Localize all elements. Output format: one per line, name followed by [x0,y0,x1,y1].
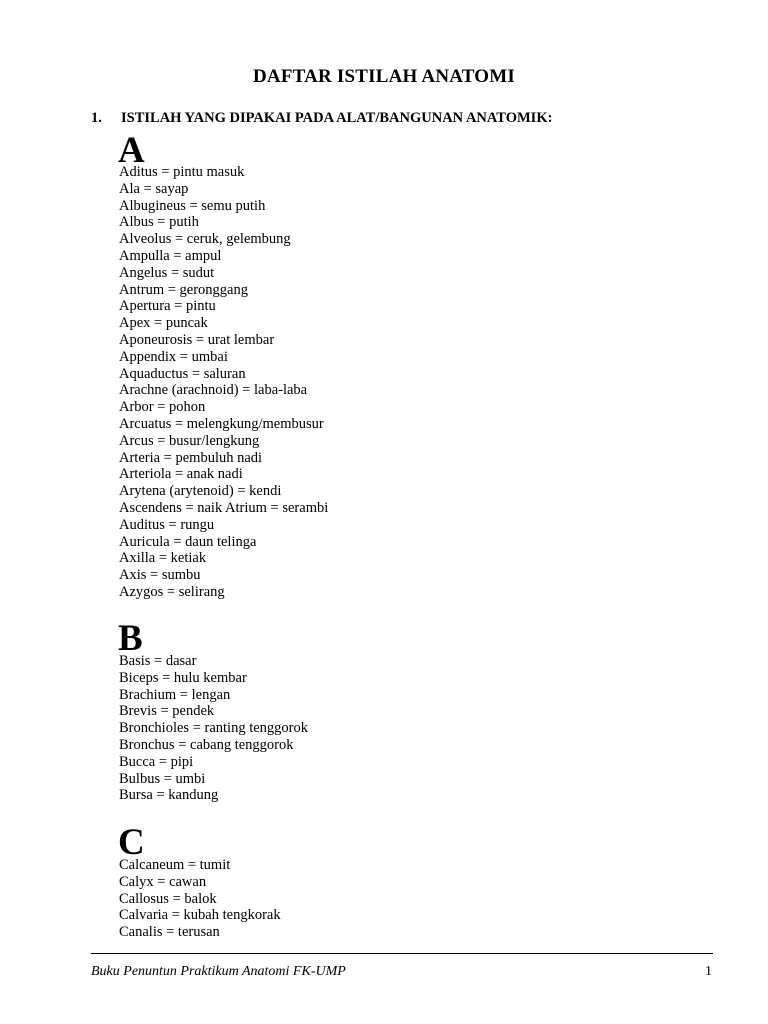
page-number: 1 [705,964,712,979]
glossary-entry: Arteriola = anak nadi [119,466,243,483]
entry-list-c [119,857,281,941]
glossary-entry: Bronchioles = ranting tenggorok [119,720,308,737]
glossary-entry: Arcuatus = melengkung/membusur [119,415,324,432]
glossary-entry: Bronchus = cabang tenggorok [119,736,294,753]
glossary-entry: Calyx = cawan [119,873,207,890]
section-heading [91,110,552,127]
glossary-entry: Bulbus = umbi [119,770,206,787]
glossary-entry: Axilla = ketiak [119,550,207,567]
entry-list-b [119,653,308,804]
glossary-entry: Auricula = daun telinga [119,533,257,550]
glossary-entry: Apex = puncak [119,315,208,332]
glossary-entry: Brachium = lengan [119,686,231,703]
glossary-entry: Arachne (arachnoid) = laba-laba [119,382,308,399]
glossary-entry: Arcus = busur/lengkung [119,432,260,449]
glossary-entry: Bursa = kandung [119,787,219,804]
glossary-entry: Biceps = hulu kembar [119,669,247,686]
glossary-entry: Callosus = balok [119,890,217,907]
glossary-entry: Angelus = sudut [119,264,215,281]
glossary-entry: Canalis = terusan [119,924,220,941]
glossary-entry: Ala = sayap [119,180,189,197]
letter-heading-c: C [118,822,145,863]
glossary-entry: Aponeurosis = urat lembar [119,331,275,348]
glossary-entry: Arbor = pohon [119,399,206,416]
glossary-entry: Aquaductus = saluran [119,365,246,382]
glossary-entry: Aditus = pintu masuk [119,164,245,180]
entry-list-a [119,164,328,601]
glossary-entry: Apertura = pintu [119,298,216,315]
glossary-entry: Alveolus = ceruk, gelembung [119,231,291,248]
glossary-entry: Calvaria = kubah tengkorak [119,907,281,924]
glossary-entry: Bucca = pipi [119,753,194,770]
glossary-entry: Antrum = geronggang [119,281,248,298]
glossary-entry: Ampulla = ampul [119,247,222,264]
section-number: 1. [91,110,102,126]
glossary-entry: Albus = putih [119,214,199,231]
glossary-entry: Appendix = umbai [119,348,228,365]
glossary-entry: Brevis = pendek [119,703,215,720]
glossary-entry: Auditus = rungu [119,516,215,533]
section-heading-text: ISTILAH YANG DIPAKAI PADA ALAT/BANGUNAN ANATOMIK: [121,110,553,126]
glossary-entry: Arteria = pembuluh nadi [119,449,263,466]
letter-heading-a: A [118,130,145,171]
footer-divider [91,953,713,954]
glossary-entry: Calcaneum = tumit [119,857,231,873]
glossary-entry: Albugineus = semu putih [119,197,266,214]
glossary-entry: Axis = sumbu [119,567,201,584]
letter-heading-b: B [118,618,143,659]
glossary-entry: Basis = dasar [119,653,197,669]
footer-title: Buku Penuntun Praktikum Anatomi FK-UMP [91,964,346,979]
glossary-entry: Ascendens = naik Atrium = serambi [119,499,329,516]
glossary-entry: Arytena (arytenoid) = kendi [119,483,282,500]
page-title: DAFTAR ISTILAH ANATOMI [253,66,515,87]
glossary-entry: Azygos = selirang [119,583,225,600]
